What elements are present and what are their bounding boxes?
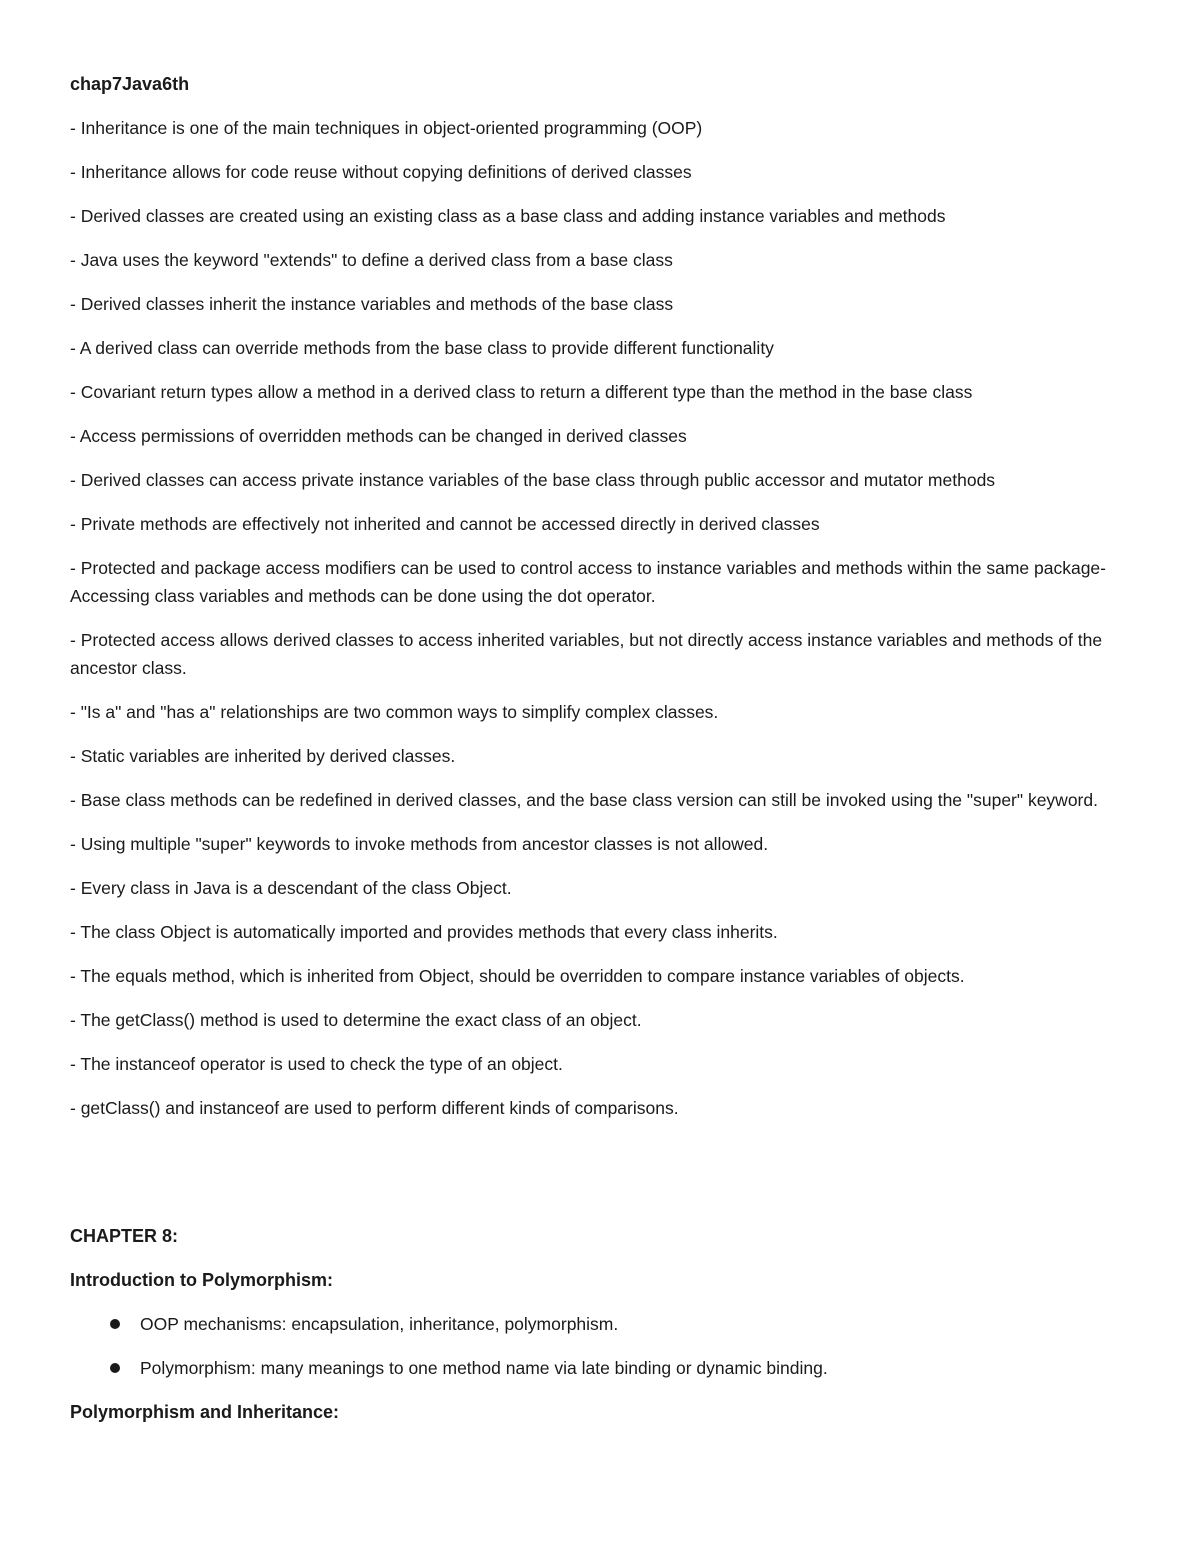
note-item: - The class Object is automatically imported and provides methods that every class inherits.	[70, 922, 778, 942]
note-item: - Derived classes are created using an existing class as a base class and adding instance variables and methods	[70, 206, 946, 226]
bullet-text: OOP mechanisms: encapsulation, inheritance, polymorphism.	[140, 1314, 619, 1334]
note-item: - Private methods are effectively not inherited and cannot be accessed directly in derived classes	[70, 514, 820, 534]
note-item: - Derived classes can access private instance variables of the base class through public accessor and mutator methods	[70, 470, 996, 490]
bullet-text: Polymorphism: many meanings to one method name via late binding or dynamic binding.	[140, 1358, 828, 1378]
bullet-item	[70, 1310, 1140, 1338]
section-spacer	[70, 1138, 1140, 1222]
note-item: - Inheritance allows for code reuse without copying definitions of derived classes	[70, 162, 692, 182]
document-title: chap7Java6th	[70, 74, 190, 94]
note-item: - "Is a" and "has a" relationships are two common ways to simplify complex classes.	[70, 702, 719, 722]
note-item: - Derived classes inherit the instance variables and methods of the base class	[70, 294, 674, 314]
note-item: - Access permissions of overridden methods can be changed in derived classes	[70, 426, 687, 446]
note-item: - The getClass() method is used to determine the exact class of an object.	[70, 1010, 642, 1030]
note-item: - getClass() and instanceof are used to perform different kinds of comparisons.	[70, 1098, 679, 1118]
section-heading-polymorphism-inheritance: Polymorphism and Inheritance:	[70, 1402, 340, 1422]
note-item: - Inheritance is one of the main techniques in object-oriented programming (OOP)	[70, 118, 703, 138]
note-item: - A derived class can override methods from the base class to provide different functionality	[70, 338, 774, 358]
note-item: - Static variables are inherited by derived classes.	[70, 746, 456, 766]
notes-list	[70, 114, 1140, 1122]
chapter-title: CHAPTER 8:	[70, 1226, 179, 1246]
note-item: - Base class methods can be redefined in derived classes, and the base class version can still be invoked using the "super" keyword.	[70, 790, 1098, 810]
note-item: - Java uses the keyword "extends" to define a derived class from a base class	[70, 250, 673, 270]
bullet-list	[70, 1310, 1140, 1382]
bullet-dot-icon	[110, 1363, 120, 1373]
note-item: - Using multiple "super" keywords to invoke methods from ancestor classes is not allowed.	[70, 834, 769, 854]
note-item: - Protected and package access modifiers can be used to control access to instance variables and methods within the same package- Accessing class variables and methods can be done using the dot operator.	[70, 558, 1106, 606]
bullet-item	[70, 1354, 1140, 1382]
bullet-dot-icon	[110, 1319, 120, 1329]
note-item: - Protected access allows derived classes to access inherited variables, but not directly access instance variables and methods of the ancestor class.	[70, 630, 1103, 678]
note-item: - Every class in Java is a descendant of the class Object.	[70, 878, 512, 898]
section-heading-polymorphism-intro: Introduction to Polymorphism:	[70, 1270, 333, 1290]
note-item: - The equals method, which is inherited from Object, should be overridden to compare instance variables of objects.	[70, 966, 965, 986]
note-item: - Covariant return types allow a method in a derived class to return a different type than the method in the base class	[70, 382, 973, 402]
document-page	[70, 70, 1140, 1442]
note-item: - The instanceof operator is used to check the type of an object.	[70, 1054, 563, 1074]
